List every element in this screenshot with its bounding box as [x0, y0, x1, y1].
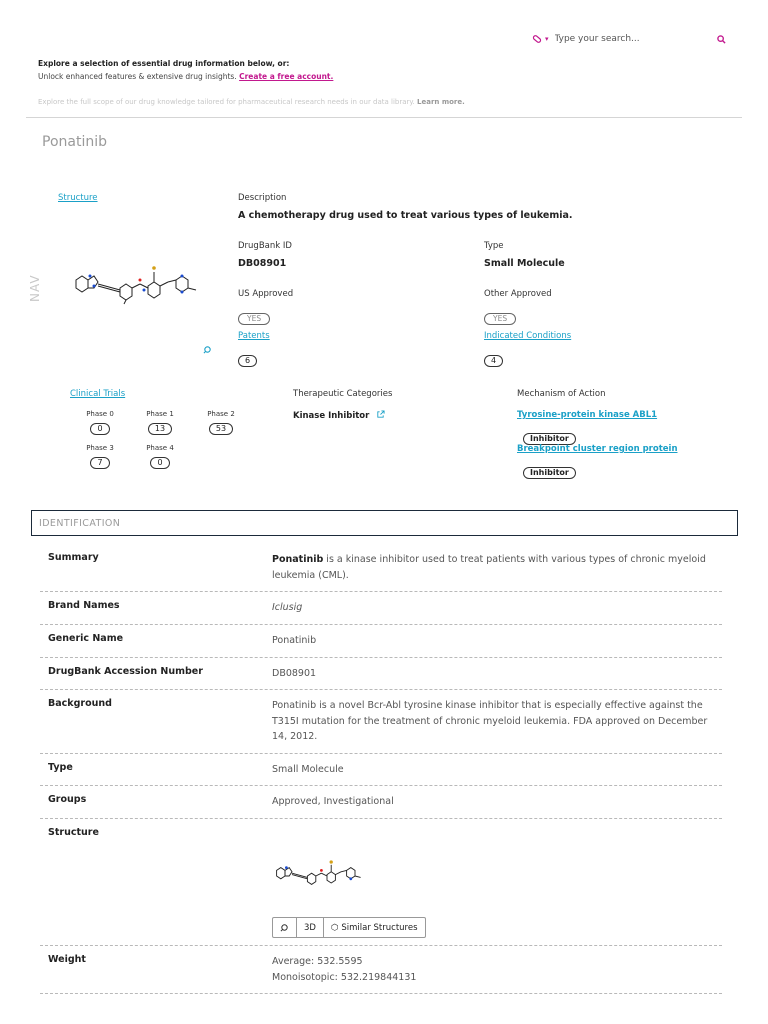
- phase-0[interactable]: [80, 410, 120, 435]
- summary-value: [272, 552, 717, 583]
- row-weight: [40, 946, 722, 994]
- explore-text: Explore the full scope of our drug knowledge tailored for pharmaceutical research needs in our data library.: [38, 98, 418, 106]
- id-type-label: Type: [48, 762, 73, 773]
- row-summary: [40, 544, 722, 592]
- patents-link[interactable]: Patents: [238, 331, 270, 341]
- search-input[interactable]: [555, 34, 705, 44]
- phase-2[interactable]: [201, 410, 241, 435]
- nav-toggle[interactable]: NAV: [28, 274, 42, 302]
- promo-text-body: Unlock enhanced features & extensive drug insights.: [38, 72, 240, 81]
- other-approved-label: Other Approved: [484, 289, 552, 299]
- mechanism-action-2: Inhibitor: [523, 467, 576, 479]
- background-label: Background: [48, 698, 112, 709]
- create-account-link[interactable]: Create a free account.: [239, 72, 334, 81]
- promo-text: [38, 72, 333, 81]
- hexagon-icon: ⬡: [330, 922, 339, 933]
- therapeutic-label: Therapeutic Categories: [293, 389, 393, 399]
- accession-value: DB08901: [272, 668, 317, 679]
- background-value: Ponatinib is a novel Bcr-Abl tyrosine kinase inhibitor that is especially effective against the T315I mutation for the treatment of chronic myeloid leukemia. FDA approved on December 14, 2012.: [272, 700, 708, 742]
- search-icon[interactable]: [717, 35, 726, 44]
- phase-1[interactable]: [140, 410, 180, 435]
- brand-names-label: Brand Names: [48, 600, 120, 611]
- structure-link[interactable]: Structure: [58, 193, 98, 203]
- phase-name: Phase 1: [146, 410, 174, 418]
- phase-count: 53: [209, 423, 233, 435]
- promo-heading: Explore a selection of essential drug information below, or:: [38, 59, 290, 68]
- drugbank-id-label: DrugBank ID: [238, 241, 292, 251]
- other-approved-badge: YES: [484, 313, 516, 325]
- mechanism-target-1[interactable]: Tyrosine-protein kinase ABL1: [517, 410, 658, 420]
- phase-count: 0: [90, 423, 109, 435]
- type-value: Small Molecule: [484, 258, 565, 269]
- phase-count: 0: [150, 457, 169, 469]
- chevron-down-icon[interactable]: ▾: [545, 35, 549, 43]
- weight-monoisotopic: Monoisotopic: 532.219844131: [272, 971, 417, 983]
- zoom-icon[interactable]: [203, 345, 212, 354]
- us-approved-badge: YES: [238, 313, 270, 325]
- similar-structures-button[interactable]: [324, 918, 425, 937]
- mechanism-target-2[interactable]: Breakpoint cluster region protein: [517, 444, 678, 454]
- row-brand-names: [40, 592, 722, 625]
- indicated-count: 4: [484, 355, 503, 367]
- row-type: [40, 754, 722, 786]
- zoom-icon: [280, 923, 289, 932]
- phase-count: 7: [90, 457, 109, 469]
- summary-label: Summary: [48, 552, 99, 563]
- row-generic-name: [40, 625, 722, 658]
- external-link-icon[interactable]: [376, 410, 385, 419]
- groups-label: Groups: [48, 794, 87, 805]
- indicated-conditions-link[interactable]: Indicated Conditions: [484, 331, 572, 341]
- id-type-value: Small Molecule: [272, 764, 344, 775]
- generic-name-label: Generic Name: [48, 633, 124, 644]
- phase-name: Phase 3: [86, 444, 114, 452]
- summary-bold: Ponatinib: [272, 554, 324, 565]
- therapeutic-category-text: Kinase Inhibitor: [293, 411, 370, 421]
- brand-names-value: Iclusig: [272, 602, 303, 613]
- description-value: A chemotherapy drug used to treat various types of leukemia.: [238, 210, 573, 221]
- structure-actions: [272, 917, 426, 938]
- search-bar[interactable]: [532, 30, 732, 48]
- therapeutic-category[interactable]: [293, 410, 385, 421]
- similar-structures-label: Similar Structures: [341, 922, 418, 933]
- summary-text: is a kinase inhibitor used to treat patients with various types of chronic myeloid leukemia (CML).: [272, 554, 706, 581]
- phase-3[interactable]: [80, 444, 120, 469]
- weight-label: Weight: [48, 954, 86, 965]
- learn-more-link[interactable]: Learn more.: [417, 98, 465, 106]
- identification-section-header[interactable]: IDENTIFICATION: [31, 510, 738, 536]
- phase-name: Phase 0: [86, 410, 114, 418]
- row-accession: [40, 658, 722, 690]
- type-label: Type: [484, 241, 504, 251]
- view-3d-button[interactable]: 3D: [297, 918, 324, 937]
- phase-name: Phase 4: [146, 444, 174, 452]
- phase-name: Phase 2: [207, 410, 235, 418]
- row-background: [40, 690, 722, 754]
- mechanism-label: Mechanism of Action: [517, 389, 606, 399]
- clinical-trials-link[interactable]: Clinical Trials: [70, 389, 126, 399]
- weight-average: Average: 532.5595: [272, 956, 363, 967]
- explore-note: [38, 98, 465, 106]
- accession-label: DrugBank Accession Number: [48, 666, 203, 677]
- us-approved-label: US Approved: [238, 289, 294, 299]
- phase-count: 13: [148, 423, 172, 435]
- description-label: Description: [238, 193, 287, 203]
- weight-value: [272, 954, 717, 985]
- patents-count: 6: [238, 355, 257, 367]
- phase-4[interactable]: [140, 444, 180, 469]
- structure-image: [68, 258, 208, 308]
- page-title: Ponatinib: [42, 134, 107, 150]
- drugbank-id-value: DB08901: [238, 258, 287, 269]
- groups-value: Approved, Investigational: [272, 796, 394, 807]
- divider: [26, 117, 742, 118]
- generic-name-value: Ponatinib: [272, 635, 317, 646]
- zoom-button[interactable]: [273, 918, 297, 937]
- structure-thumbnail[interactable]: [270, 855, 370, 890]
- pill-icon: [532, 34, 542, 44]
- mechanism-action-1: Inhibitor: [523, 433, 576, 445]
- row-groups: [40, 786, 722, 819]
- structure-label: Structure: [48, 827, 99, 838]
